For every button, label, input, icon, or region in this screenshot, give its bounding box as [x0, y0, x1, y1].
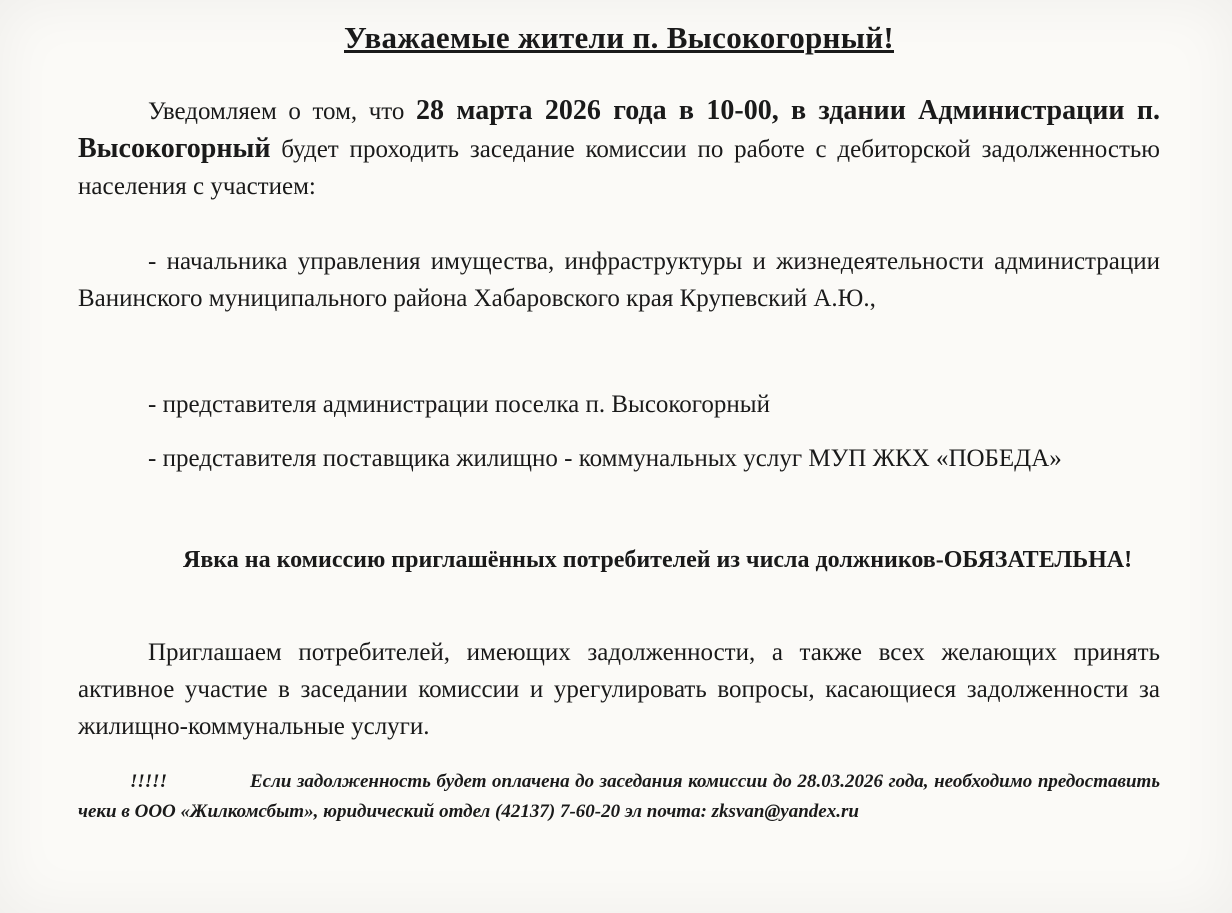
intro-lead: Уведомляем о том, что	[148, 98, 416, 125]
intro-paragraph	[78, 92, 1160, 205]
participant-item: - представителя поставщика жилищно - коммунальных услуг МУП ЖКХ «ПОБЕДА»	[148, 445, 1062, 472]
participant-item: - начальника управления имущества, инфраструктуры и жизнедеятельности администрации Ванинского муниципального района Хабаровского края Крупевский А.Ю.,	[78, 248, 1160, 312]
payment-note	[78, 767, 1160, 827]
invitation-paragraph: Приглашаем потребителей, имеющих задолженности, а также всех желающих принять активное участие в заседании комиссии и урегулировать вопросы, касающиеся задолженности за жилищно-коммунальные услуги.	[78, 639, 1160, 740]
note-text: Если задолженность будет оплачена до заседания комиссии до 28.03.2026 года, необходимо предоставить чеки в ООО «Жилкомсбыт», юридический отдел (42137) 7-60-20 эл почта: zksvan@yandex.ru	[78, 771, 1160, 822]
intro-rest: будет проходить заседание комиссии по работе с дебиторской задолженностью населения с участием:	[78, 136, 1160, 200]
notice-title: Уважаемые жители п. Высокогорный!	[344, 20, 894, 55]
participant-item: - представителя администрации поселка п. Высокогорный	[148, 391, 770, 418]
meeting-date-place: 28 марта 2026 года в 10-00, в здании Администрации п. Высокогорный	[78, 95, 1160, 164]
attendance-mandatory: Явка на комиссию приглашённых потребителей из числа должников-ОБЯЗАТЕЛЬНА!	[183, 547, 1133, 573]
note-marks: !!!!!	[130, 771, 167, 792]
